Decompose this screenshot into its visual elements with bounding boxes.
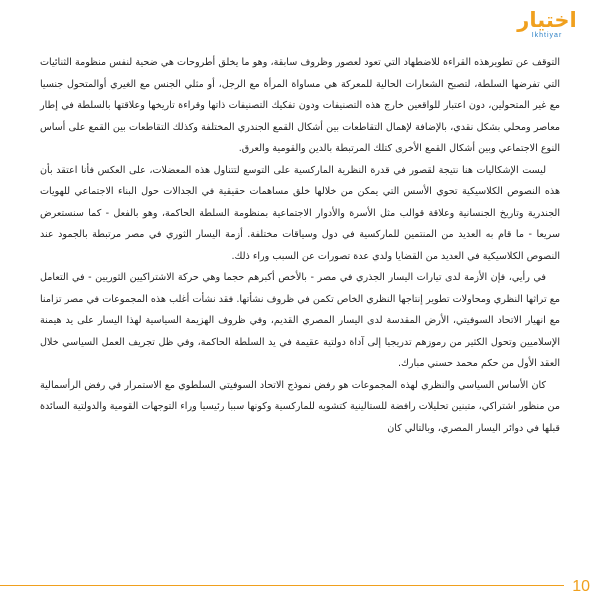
- page-number: 10: [572, 578, 590, 595]
- brand-logo: [510, 8, 584, 42]
- article-paragraph: ليست الإشكاليات هنا نتيجة لقصور في قدرة النظرية الماركسية على التوسع لتتناول هذه المعضلات، على العكس فأنا اعتقد بأن هذه النصوص الكلاسيكية تحوي الأسس التي يمكن من خلالها خلق مساهمات حقيقية في الجدالات حول البناء الاجتماعي للهويات الجندرية وتاريخ الجنسانية وعلاقة قوالب مثل الأسرة والأدوار الاجتماعية بمنظومة السلطة الحاكمة، وهو بالفعل - كما سنستعرض سريعا - ما قام به العديد من المنتمين للماركسية في دول وسياقات مختلفة. أزمة اليسار الثوري في مصر مرتبطة بالجمود عند النصوص الكلاسيكية في العديد من القضايا ولدي عدة تصورات عن السبب وراء ذلك.: [40, 164, 560, 262]
- article-paragraph: التوقف عن تطويرهذه القراءة للاضطهاد التي تعود لعصور وظروف سابقة، وهو ما يخلق أطروحات هي ضحية لنفس منظومة الثنائيات التي تفرضها السلطة، لتصبح الشعارات الحالية للمعركة هي مساواة المرأة مع الرجل، أو مثلي الجنس مع الغيري أوالمتحول جنسيا مع غير المتحولين، دون اعتبار للواقعين خارج هذه التصنيفات ودون تفكيك التصنيفات ذاتها وقراءة تاريخها وعلاقتها بالسلطة في إطار معاصر ومحلي بشكل نقدي، بالإضافة لإهمال التقاطعات بين أشكال القمع الجندري المختلفة وكذلك التقاطعات بين القمع على أساس النوع الاجتماعي وبين أشكال القمع الأخرى كتلك المرتبطة بالدين والقومية والعرق.: [40, 57, 560, 154]
- article-body: [40, 52, 560, 439]
- footer-divider: [0, 585, 564, 586]
- article-paragraph: كان الأساس السياسي والنظري لهذه المجموعات هو رفض نموذج الاتحاد السوفيتي السلطوي مع الاستمرار في رفض الرأسمالية من منظور اشتراكي، متبنين تحليلات رافضة للستالينية كتشويه للماركسية وكونها سببا رئيسيا وراء التوجهات القومية والدولتية السائدة قبلها في دوائر اليسار المصري، وبالتالي كان: [40, 379, 560, 434]
- article-paragraph: في رأيي، فإن الأزمة لدى تيارات اليسار الجذري في مصر - بالأخص أكبرهم حجما وهي حركة الاشتراكيين الثوريين - في التعامل مع تراثها النظري ومحاولات تطوير إنتاجها النظري الخاص تكمن في ظروف نشأتها. فقد نشأت أغلب هذه المجموعات في مصر تزامنا مع انهيار الاتحاد السوفيتي، الأرض المقدسة لدى اليسار المصري القديم، وفي ظروف الهزيمة السياسية لهذا اليسار على يد هيمنة الإسلاميين وتحول الكثير من رموزهم تدريجيا إلى آداة دولتية عقيمة في يد السلطة الحاكمة، وفي ظل تجريف العمل السياسي خلال العقد الأول من حكم محمد حسني مبارك.: [40, 272, 560, 369]
- brand-logo-latin: Ikhtiyar: [531, 32, 563, 39]
- brand-logo-arabic: اختيار: [517, 8, 577, 32]
